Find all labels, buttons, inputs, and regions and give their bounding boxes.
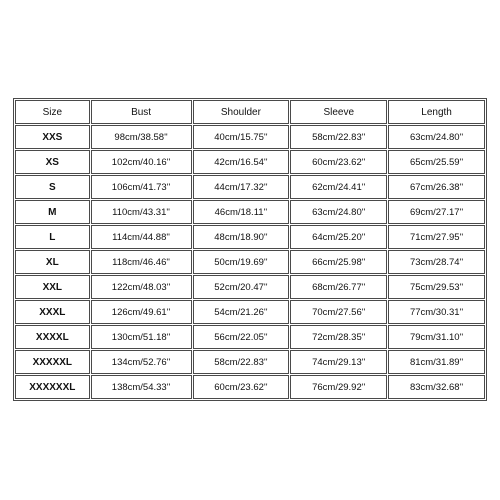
cell-bust: 98cm/38.58''	[91, 125, 192, 149]
cell-size: XS	[15, 150, 90, 174]
cell-sleeve: 60cm/23.62''	[290, 150, 387, 174]
cell-bust: 106cm/41.73''	[91, 175, 192, 199]
cell-length: 77cm/30.31''	[388, 300, 485, 324]
header-sleeve: Sleeve	[290, 100, 387, 124]
cell-length: 71cm/27.95''	[388, 225, 485, 249]
table-row	[15, 150, 485, 174]
table-row	[15, 200, 485, 224]
cell-bust: 122cm/48.03''	[91, 275, 192, 299]
cell-shoulder: 44cm/17.32''	[193, 175, 290, 199]
cell-length: 81cm/31.89''	[388, 350, 485, 374]
cell-shoulder: 46cm/18.11''	[193, 200, 290, 224]
cell-length: 75cm/29.53''	[388, 275, 485, 299]
cell-size: S	[15, 175, 90, 199]
cell-length: 67cm/26.38''	[388, 175, 485, 199]
header-shoulder: Shoulder	[193, 100, 290, 124]
cell-size: XL	[15, 250, 90, 274]
cell-shoulder: 52cm/20.47''	[193, 275, 290, 299]
header-size: Size	[15, 100, 90, 124]
cell-length: 69cm/27.17''	[388, 200, 485, 224]
cell-sleeve: 62cm/24.41''	[290, 175, 387, 199]
cell-length: 65cm/25.59''	[388, 150, 485, 174]
cell-size: XXXXXXL	[15, 375, 90, 399]
cell-sleeve: 66cm/25.98''	[290, 250, 387, 274]
cell-bust: 114cm/44.88''	[91, 225, 192, 249]
cell-sleeve: 64cm/25.20''	[290, 225, 387, 249]
cell-size: XXXXL	[15, 325, 90, 349]
cell-length: 63cm/24.80''	[388, 125, 485, 149]
cell-length: 73cm/28.74''	[388, 250, 485, 274]
table-row	[15, 275, 485, 299]
cell-size: XXXXXL	[15, 350, 90, 374]
table-row	[15, 350, 485, 374]
cell-shoulder: 58cm/22.83''	[193, 350, 290, 374]
table-row	[15, 175, 485, 199]
cell-length: 83cm/32.68''	[388, 375, 485, 399]
table-row	[15, 250, 485, 274]
cell-sleeve: 72cm/28.35''	[290, 325, 387, 349]
cell-size: M	[15, 200, 90, 224]
cell-length: 79cm/31.10''	[388, 325, 485, 349]
cell-bust: 118cm/46.46''	[91, 250, 192, 274]
cell-sleeve: 74cm/29.13''	[290, 350, 387, 374]
header-bust: Bust	[91, 100, 192, 124]
cell-sleeve: 63cm/24.80''	[290, 200, 387, 224]
cell-shoulder: 60cm/23.62''	[193, 375, 290, 399]
table-row	[15, 125, 485, 149]
cell-size: L	[15, 225, 90, 249]
cell-sleeve: 70cm/27.56''	[290, 300, 387, 324]
table-row	[15, 300, 485, 324]
table-header-row	[15, 100, 485, 124]
cell-bust: 138cm/54.33''	[91, 375, 192, 399]
cell-shoulder: 56cm/22.05''	[193, 325, 290, 349]
size-chart-table	[13, 98, 487, 401]
cell-bust: 110cm/43.31''	[91, 200, 192, 224]
cell-sleeve: 68cm/26.77''	[290, 275, 387, 299]
cell-sleeve: 58cm/22.83''	[290, 125, 387, 149]
cell-sleeve: 76cm/29.92''	[290, 375, 387, 399]
cell-size: XXXL	[15, 300, 90, 324]
cell-bust: 102cm/40.16''	[91, 150, 192, 174]
cell-shoulder: 40cm/15.75''	[193, 125, 290, 149]
header-length: Length	[388, 100, 485, 124]
cell-size: XXL	[15, 275, 90, 299]
cell-shoulder: 48cm/18.90''	[193, 225, 290, 249]
table-row	[15, 225, 485, 249]
table-row	[15, 325, 485, 349]
cell-bust: 126cm/49.61''	[91, 300, 192, 324]
cell-size: XXS	[15, 125, 90, 149]
cell-shoulder: 50cm/19.69''	[193, 250, 290, 274]
cell-shoulder: 54cm/21.26''	[193, 300, 290, 324]
cell-bust: 130cm/51.18''	[91, 325, 192, 349]
table-row	[15, 375, 485, 399]
cell-shoulder: 42cm/16.54''	[193, 150, 290, 174]
cell-bust: 134cm/52.76''	[91, 350, 192, 374]
